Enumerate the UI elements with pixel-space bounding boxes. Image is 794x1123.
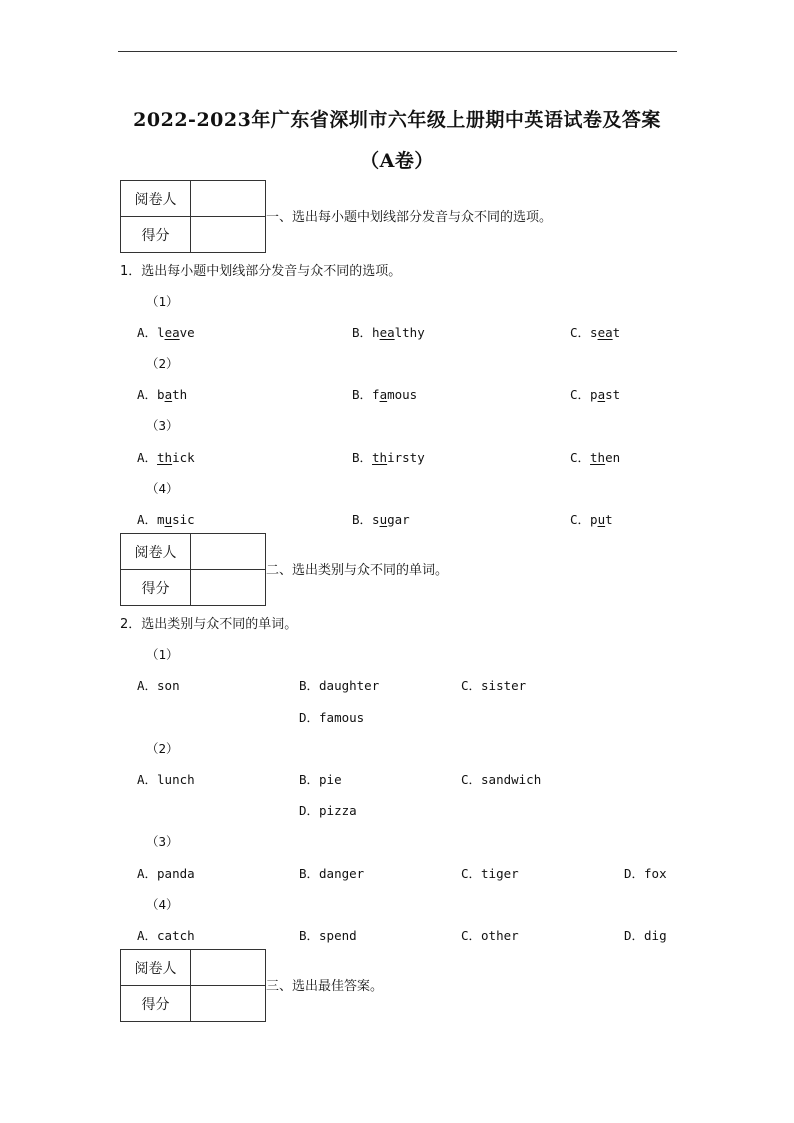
underlined-letters: u	[164, 512, 173, 527]
item-number: （1）	[146, 647, 179, 662]
score-blank	[191, 986, 266, 1022]
option: C．other	[461, 928, 519, 943]
underlined-letters: ea	[164, 325, 180, 340]
option: B．pie	[299, 772, 342, 787]
option: A．son	[137, 678, 180, 693]
item-number: （1）	[146, 294, 179, 309]
page-subtitle: （A卷）	[360, 150, 434, 172]
underlined-letters: th	[372, 450, 388, 465]
section-heading-3: 三、选出最佳答案。	[266, 979, 384, 994]
option: C．put	[570, 512, 613, 527]
option: C．tiger	[461, 866, 519, 881]
underlined-letters: a	[379, 387, 388, 402]
option: C．then	[570, 450, 621, 465]
option: A．music	[137, 512, 195, 527]
page-title: 2022-2023年广东省深圳市六年级上册期中英语试卷及答案	[133, 109, 661, 131]
option: A．lunch	[137, 772, 195, 787]
item-number: （4）	[146, 481, 179, 496]
score-blank	[191, 570, 266, 606]
option: B．famous	[352, 387, 418, 402]
underlined-letters: u	[379, 512, 388, 527]
score-label: 得分	[121, 217, 191, 253]
question-1: 1．选出每小题中划线部分发音与众不同的选项。	[120, 264, 402, 279]
option: C．past	[570, 387, 621, 402]
option: B．daughter	[299, 678, 380, 693]
option: D．pizza	[299, 803, 357, 818]
score-box-3	[120, 949, 266, 1022]
section-heading-2: 二、选出类别与众不同的单词。	[266, 563, 449, 578]
underlined-letters: ea	[597, 325, 613, 340]
reviewer-blank	[191, 950, 266, 986]
reviewer-blank	[191, 181, 266, 217]
item-number: （3）	[146, 834, 179, 849]
option: A．thick	[137, 450, 195, 465]
score-blank	[191, 217, 266, 253]
underlined-letters: u	[597, 512, 606, 527]
reviewer-label: 阅卷人	[121, 950, 191, 986]
underlined-letters: th	[590, 450, 606, 465]
option: D．fox	[624, 866, 667, 881]
score-box-1	[120, 180, 266, 253]
option: B．danger	[299, 866, 365, 881]
underlined-letters: ea	[379, 325, 395, 340]
option: B．healthy	[352, 325, 425, 340]
score-label: 得分	[121, 986, 191, 1022]
option: C．sister	[461, 678, 527, 693]
option: C．sandwich	[461, 772, 542, 787]
header-rule	[118, 51, 677, 52]
option: A．catch	[137, 928, 195, 943]
option: C．seat	[570, 325, 621, 340]
item-number: （4）	[146, 897, 179, 912]
score-box-2	[120, 533, 266, 606]
item-number: （2）	[146, 741, 179, 756]
option: A．leave	[137, 325, 195, 340]
option: B．spend	[299, 928, 357, 943]
section-heading-1: 一、选出每小题中划线部分发音与众不同的选项。	[266, 210, 553, 225]
underlined-letters: th	[157, 450, 173, 465]
item-number: （2）	[146, 356, 179, 371]
option: B．thirsty	[352, 450, 425, 465]
option: D．famous	[299, 710, 365, 725]
underlined-letters: a	[164, 387, 173, 402]
reviewer-blank	[191, 534, 266, 570]
score-label: 得分	[121, 570, 191, 606]
underlined-letters: a	[597, 387, 606, 402]
option: A．panda	[137, 866, 195, 881]
item-number: （3）	[146, 418, 179, 433]
option: B．sugar	[352, 512, 410, 527]
option: D．dig	[624, 928, 667, 943]
reviewer-label: 阅卷人	[121, 181, 191, 217]
option: A．bath	[137, 387, 188, 402]
reviewer-label: 阅卷人	[121, 534, 191, 570]
question-2: 2．选出类别与众不同的单词。	[120, 617, 298, 632]
